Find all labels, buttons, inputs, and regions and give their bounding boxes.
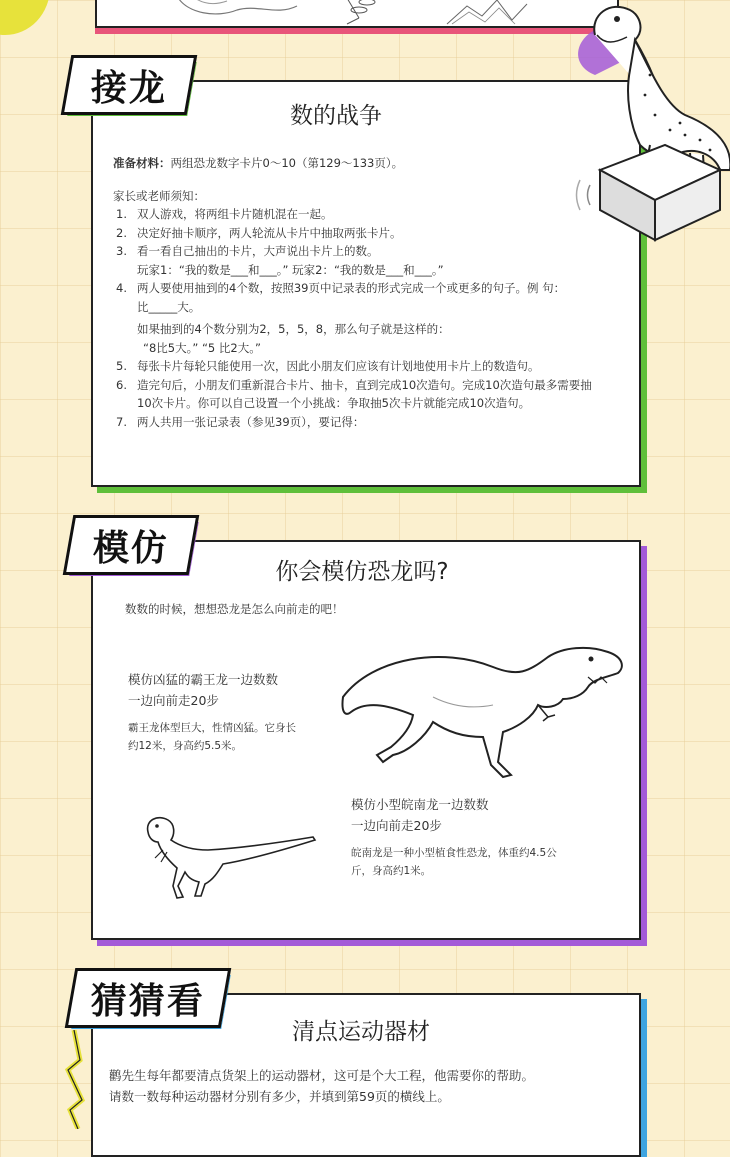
trex-title-2: 一边向前走20步 (128, 693, 219, 708)
small-title-1: 模仿小型皖南龙一边数数 (351, 797, 489, 812)
list-item: 2. 决定好抽卡顺序，两人轮流从卡片中抽取两张卡片。 (116, 225, 402, 240)
section-tag-label: 接龙 (90, 67, 167, 109)
previous-card-bottom (95, 0, 619, 28)
small-desc-1: 皖南龙是一种小型植食性恐龙，体重约4.5公 (351, 847, 557, 859)
trex-title-1: 模仿凶猛的霸王龙一边数数 (128, 672, 279, 687)
list-item: 5. 每张卡片每轮只能使用一次，因此小朋友们应该有计划地使用卡片上的数造句。 (116, 359, 540, 373)
list-item: 3. 看一看自己抽出的卡片，大声说出卡片上的数。 (116, 244, 379, 258)
materials-text: 两组恐龙数字卡片0～10（第129～133页）。 (170, 156, 404, 170)
example-line: 比_____大。 (137, 299, 201, 314)
small-dinosaur-illustration (133, 802, 323, 902)
list-item: 6. 造完句后，小朋友们重新混合卡片、抽卡，直到完成10次造句。完成10次造句最多需要抽 (116, 377, 592, 392)
section-tag-solitaire (61, 55, 198, 115)
list-item: 4. 两人要使用抽到的4个数，按照39页中记录表的形式完成一个或更多的句子。例 句： (116, 281, 566, 295)
section-tag-label: 猜猜看 (90, 980, 205, 1022)
small-desc-2: 斤，身高约1米。 (351, 865, 432, 877)
trex-desc-2: 约12米，身高约5.5米。 (128, 740, 243, 752)
list-item: 7. 两人共用一张记录表（参见39页），要记得： (116, 414, 365, 429)
notes-heading: 家长或老师须知： (113, 188, 205, 203)
list-item: 1. 双人游戏，将两组卡片随机混在一起。 (116, 207, 333, 221)
section3-line-1: 鹳先生每年都要清点货架上的运动器材，这可是个大工程，他需要你的帮助。 (109, 1068, 535, 1083)
section-card-imitate (91, 540, 641, 940)
section-title: 你会模仿恐龙吗? (275, 559, 449, 585)
section-tag-guess (65, 968, 232, 1028)
example-line: “8比5大。” “5 比2大。” (143, 340, 261, 355)
section-tag-label: 模仿 (92, 527, 169, 569)
player-lines: 玩家1：“我的数是___和___。” 玩家2：“我的数是___和___。” (137, 262, 444, 277)
example-line: 如果抽到的4个数分别为2，5，5，8，那么句子就是这样的： (137, 322, 450, 336)
previous-card-sketch (97, 0, 617, 26)
section3-line-2: 请数一数每种运动器材分别有多少，并填到第59页的横线上。 (109, 1089, 450, 1104)
trex-block (128, 669, 328, 755)
section-tag-imitate (63, 515, 200, 575)
small-dino-block (351, 794, 631, 880)
top-yellow-blob (0, 0, 50, 35)
materials-label: 准备材料： (113, 156, 171, 170)
list-item-continuation: 10次卡片。你可以自己设置一个小挑战：争取抽5次卡片就能完成10次造句。 (137, 396, 531, 410)
dinosaur-illustration (555, 0, 730, 255)
section-intro: 数数的时候，想想恐龙是怎么向前走的吧！ (125, 602, 344, 616)
lightning-doodle (62, 1030, 92, 1129)
section-title: 清点运动器材 (292, 1019, 430, 1045)
trex-illustration (333, 637, 633, 787)
trex-desc-1: 霸王龙体型巨大，性情凶猛。它身长 (128, 722, 296, 734)
small-title-2: 一边向前走20步 (351, 818, 442, 833)
section-title: 数的战争 (290, 103, 382, 129)
section3-body (109, 1065, 629, 1107)
